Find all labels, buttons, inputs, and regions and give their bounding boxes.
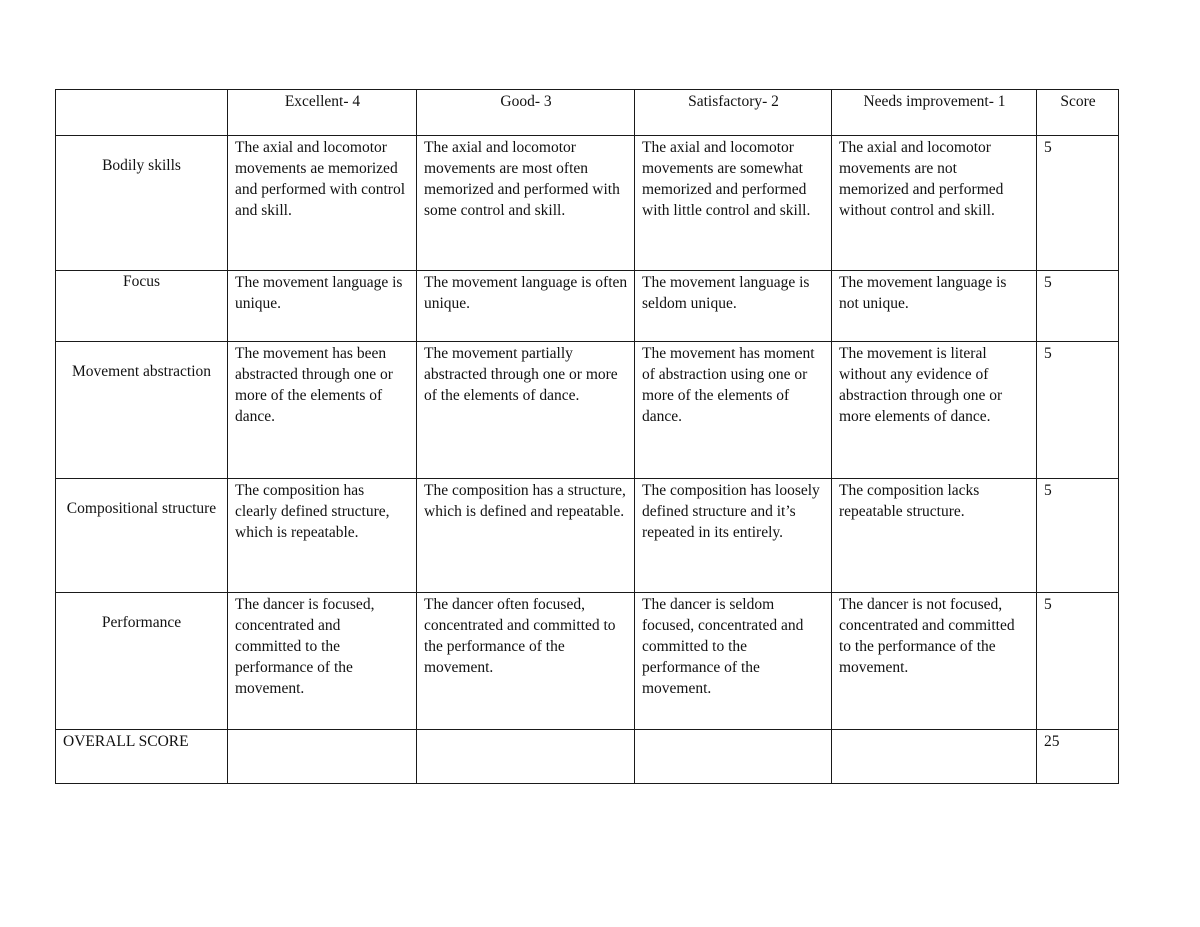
- score-cell: 5: [1037, 342, 1119, 479]
- criterion-cell: Performance: [56, 593, 228, 730]
- table-row: [56, 342, 1119, 479]
- excellent-cell: The dancer is focused, concentrated and committed to the performance of the movement.: [228, 593, 417, 730]
- score-cell: 5: [1037, 593, 1119, 730]
- score-cell: 5: [1037, 479, 1119, 593]
- excellent-cell: The axial and locomotor movements ae memorized and performed with control and skill.: [228, 136, 417, 271]
- satisfactory-cell: The axial and locomotor movements are somewhat memorized and performed with little control and skill.: [635, 136, 832, 271]
- criterion-cell: Bodily skills: [56, 136, 228, 271]
- satisfactory-cell: The dancer is seldom focused, concentrated and committed to the performance of the movement.: [635, 593, 832, 730]
- excellent-cell: The movement has been abstracted through one or more of the elements of dance.: [228, 342, 417, 479]
- good-cell: The movement partially abstracted through one or more of the elements of dance.: [417, 342, 635, 479]
- header-excellent: Excellent- 4: [228, 90, 417, 136]
- overall-empty-cell: [417, 730, 635, 784]
- good-cell: The movement language is often unique.: [417, 271, 635, 342]
- score-cell: 5: [1037, 271, 1119, 342]
- satisfactory-cell: The composition has loosely defined structure and it’s repeated in its entirely.: [635, 479, 832, 593]
- header-satisfactory: Satisfactory- 2: [635, 90, 832, 136]
- table-row: [56, 271, 1119, 342]
- header-row: [56, 90, 1119, 136]
- satisfactory-cell: The movement language is seldom unique.: [635, 271, 832, 342]
- header-needs-improvement: Needs improvement- 1: [832, 90, 1037, 136]
- needs-improvement-cell: The composition lacks repeatable structure.: [832, 479, 1037, 593]
- good-cell: The axial and locomotor movements are most often memorized and performed with some control and skill.: [417, 136, 635, 271]
- needs-improvement-cell: The movement language is not unique.: [832, 271, 1037, 342]
- needs-improvement-cell: The movement is literal without any evidence of abstraction through one or more elements of dance.: [832, 342, 1037, 479]
- overall-score-row: [56, 730, 1119, 784]
- needs-improvement-cell: The axial and locomotor movements are not memorized and performed without control and skill.: [832, 136, 1037, 271]
- excellent-cell: The movement language is unique.: [228, 271, 417, 342]
- overall-empty-cell: [635, 730, 832, 784]
- overall-score-value: 25: [1037, 730, 1119, 784]
- table-row: [56, 136, 1119, 271]
- needs-improvement-cell: The dancer is not focused, concentrated and committed to the performance of the movement.: [832, 593, 1037, 730]
- overall-empty-cell: [832, 730, 1037, 784]
- good-cell: The composition has a structure, which is defined and repeatable.: [417, 479, 635, 593]
- satisfactory-cell: The movement has moment of abstraction using one or more of the elements of dance.: [635, 342, 832, 479]
- criterion-cell: Compositional structure: [56, 479, 228, 593]
- score-cell: 5: [1037, 136, 1119, 271]
- header-score: Score: [1037, 90, 1119, 136]
- good-cell: The dancer often focused, concentrated and committed to the performance of the movement.: [417, 593, 635, 730]
- header-cell-blank: [56, 90, 228, 136]
- criterion-cell: Movement abstraction: [56, 342, 228, 479]
- overall-empty-cell: [228, 730, 417, 784]
- criterion-cell: Focus: [56, 271, 228, 342]
- table-row: [56, 593, 1119, 730]
- overall-score-label: OVERALL SCORE: [56, 730, 228, 784]
- excellent-cell: The composition has clearly defined structure, which is repeatable.: [228, 479, 417, 593]
- rubric-table: [55, 89, 1119, 784]
- table-row: [56, 479, 1119, 593]
- header-good: Good- 3: [417, 90, 635, 136]
